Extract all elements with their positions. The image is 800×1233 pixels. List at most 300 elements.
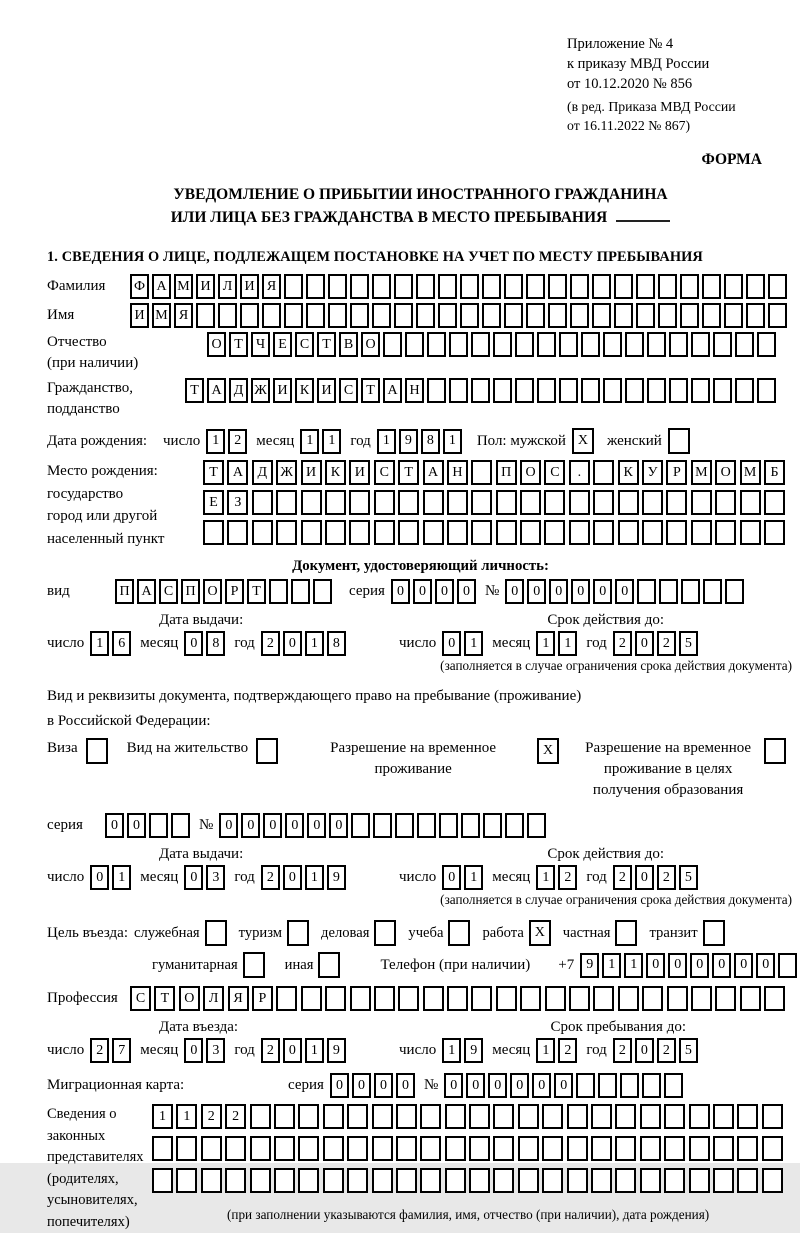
char-box[interactable]: И xyxy=(349,460,370,485)
char-box[interactable] xyxy=(724,274,743,299)
char-box[interactable] xyxy=(668,428,690,454)
char-box[interactable] xyxy=(618,520,639,545)
char-box[interactable]: 5 xyxy=(679,631,698,656)
char-box[interactable] xyxy=(323,1168,344,1193)
char-box[interactable] xyxy=(757,332,776,357)
char-box[interactable] xyxy=(447,986,468,1011)
char-box[interactable]: X xyxy=(537,738,559,764)
char-box[interactable]: Р xyxy=(252,986,273,1011)
char-box[interactable] xyxy=(394,274,413,299)
char-box[interactable] xyxy=(591,1168,612,1193)
char-box[interactable] xyxy=(423,986,444,1011)
char-box[interactable] xyxy=(614,274,633,299)
char-box[interactable]: А xyxy=(207,378,226,403)
char-box[interactable] xyxy=(504,303,523,328)
char-box[interactable] xyxy=(768,274,787,299)
char-box[interactable]: 2 xyxy=(613,865,632,890)
char-box[interactable] xyxy=(445,1104,466,1129)
char-box[interactable] xyxy=(527,813,546,838)
char-box[interactable]: 0 xyxy=(184,865,203,890)
char-box[interactable] xyxy=(349,520,370,545)
char-box[interactable] xyxy=(318,952,340,978)
char-box[interactable]: О xyxy=(203,579,222,604)
char-box[interactable] xyxy=(689,1168,710,1193)
char-box[interactable] xyxy=(460,303,479,328)
char-box[interactable]: 8 xyxy=(421,429,440,454)
char-box[interactable] xyxy=(201,1136,222,1161)
char-box[interactable] xyxy=(372,1104,393,1129)
char-box[interactable] xyxy=(505,813,524,838)
char-box[interactable]: О xyxy=(520,460,541,485)
char-box[interactable] xyxy=(176,1136,197,1161)
char-box[interactable] xyxy=(713,1168,734,1193)
char-box[interactable] xyxy=(504,274,523,299)
char-box[interactable] xyxy=(642,490,663,515)
char-box[interactable] xyxy=(482,274,501,299)
char-box[interactable] xyxy=(715,986,736,1011)
char-box[interactable] xyxy=(713,1104,734,1129)
char-box[interactable] xyxy=(618,490,639,515)
char-box[interactable]: 9 xyxy=(464,1038,483,1063)
char-box[interactable] xyxy=(298,1136,319,1161)
char-box[interactable] xyxy=(691,490,712,515)
char-box[interactable]: 0 xyxy=(532,1073,551,1098)
char-box[interactable] xyxy=(196,303,215,328)
char-box[interactable] xyxy=(427,332,446,357)
char-box[interactable]: 1 xyxy=(464,865,483,890)
char-box[interactable] xyxy=(636,303,655,328)
char-box[interactable]: С xyxy=(295,332,314,357)
char-box[interactable] xyxy=(542,1136,563,1161)
char-box[interactable] xyxy=(374,490,395,515)
char-box[interactable] xyxy=(250,1136,271,1161)
char-box[interactable] xyxy=(405,332,424,357)
char-box[interactable]: П xyxy=(181,579,200,604)
char-box[interactable] xyxy=(640,1136,661,1161)
char-box[interactable] xyxy=(576,1073,595,1098)
char-box[interactable]: 0 xyxy=(593,579,612,604)
char-box[interactable]: М xyxy=(740,460,761,485)
char-box[interactable] xyxy=(647,332,666,357)
char-box[interactable] xyxy=(567,1168,588,1193)
char-box[interactable] xyxy=(559,378,578,403)
char-box[interactable]: 1 xyxy=(152,1104,173,1129)
char-box[interactable]: К xyxy=(295,378,314,403)
char-box[interactable]: А xyxy=(423,460,444,485)
char-box[interactable] xyxy=(593,460,614,485)
char-box[interactable] xyxy=(548,303,567,328)
char-box[interactable] xyxy=(347,1168,368,1193)
char-box[interactable] xyxy=(768,303,787,328)
char-box[interactable] xyxy=(713,332,732,357)
char-box[interactable] xyxy=(396,1104,417,1129)
char-box[interactable]: Н xyxy=(405,378,424,403)
char-box[interactable]: А xyxy=(152,274,171,299)
char-box[interactable] xyxy=(383,332,402,357)
char-box[interactable]: 0 xyxy=(549,579,568,604)
char-box[interactable]: 2 xyxy=(90,1038,109,1063)
char-box[interactable]: М xyxy=(691,460,712,485)
char-box[interactable] xyxy=(493,378,512,403)
char-box[interactable] xyxy=(620,1073,639,1098)
char-box[interactable] xyxy=(301,520,322,545)
char-box[interactable]: 0 xyxy=(527,579,546,604)
char-box[interactable]: Т xyxy=(203,460,224,485)
char-box[interactable]: 0 xyxy=(283,865,302,890)
char-box[interactable] xyxy=(642,1073,661,1098)
char-box[interactable]: 1 xyxy=(377,429,396,454)
char-box[interactable]: 2 xyxy=(228,429,247,454)
char-box[interactable]: 2 xyxy=(657,865,676,890)
char-box[interactable] xyxy=(372,274,391,299)
char-box[interactable] xyxy=(764,490,785,515)
char-box[interactable]: 0 xyxy=(263,813,282,838)
char-box[interactable] xyxy=(518,1104,539,1129)
char-box[interactable] xyxy=(269,579,288,604)
char-box[interactable] xyxy=(301,490,322,515)
char-box[interactable]: 3 xyxy=(206,865,225,890)
char-box[interactable]: 0 xyxy=(283,1038,302,1063)
char-box[interactable] xyxy=(291,579,310,604)
char-box[interactable] xyxy=(681,579,700,604)
char-box[interactable]: 1 xyxy=(305,1038,324,1063)
char-box[interactable] xyxy=(328,274,347,299)
char-box[interactable] xyxy=(520,986,541,1011)
char-box[interactable]: 0 xyxy=(756,953,775,978)
char-box[interactable] xyxy=(427,378,446,403)
char-box[interactable] xyxy=(592,274,611,299)
char-box[interactable] xyxy=(666,520,687,545)
char-box[interactable] xyxy=(349,490,370,515)
char-box[interactable]: 2 xyxy=(613,631,632,656)
char-box[interactable]: Б xyxy=(764,460,785,485)
char-box[interactable] xyxy=(395,813,414,838)
char-box[interactable] xyxy=(659,579,678,604)
char-box[interactable] xyxy=(372,303,391,328)
char-box[interactable]: 7 xyxy=(112,1038,131,1063)
char-box[interactable]: Р xyxy=(225,579,244,604)
char-box[interactable] xyxy=(423,490,444,515)
char-box[interactable]: 1 xyxy=(300,429,319,454)
char-box[interactable] xyxy=(713,1136,734,1161)
char-box[interactable] xyxy=(548,274,567,299)
char-box[interactable]: 1 xyxy=(602,953,621,978)
char-box[interactable] xyxy=(614,303,633,328)
char-box[interactable] xyxy=(439,813,458,838)
char-box[interactable] xyxy=(581,378,600,403)
char-box[interactable]: Т xyxy=(185,378,204,403)
char-box[interactable] xyxy=(325,520,346,545)
char-box[interactable]: 0 xyxy=(219,813,238,838)
char-box[interactable]: 2 xyxy=(261,631,280,656)
char-box[interactable] xyxy=(493,1168,514,1193)
char-box[interactable] xyxy=(86,738,108,764)
char-box[interactable]: 0 xyxy=(635,1038,654,1063)
char-box[interactable]: Ж xyxy=(276,460,297,485)
char-box[interactable] xyxy=(570,303,589,328)
char-box[interactable] xyxy=(149,813,168,838)
char-box[interactable] xyxy=(218,303,237,328)
char-box[interactable]: 0 xyxy=(391,579,410,604)
char-box[interactable]: Е xyxy=(273,332,292,357)
char-box[interactable] xyxy=(689,1136,710,1161)
char-box[interactable]: Л xyxy=(218,274,237,299)
char-box[interactable]: 2 xyxy=(201,1104,222,1129)
char-box[interactable] xyxy=(256,738,278,764)
char-box[interactable] xyxy=(420,1136,441,1161)
char-box[interactable] xyxy=(351,813,370,838)
char-box[interactable] xyxy=(350,303,369,328)
char-box[interactable] xyxy=(598,1073,617,1098)
char-box[interactable] xyxy=(252,520,273,545)
char-box[interactable] xyxy=(398,520,419,545)
char-box[interactable]: 1 xyxy=(558,631,577,656)
char-box[interactable] xyxy=(647,378,666,403)
char-box[interactable] xyxy=(483,813,502,838)
char-box[interactable] xyxy=(398,490,419,515)
char-box[interactable] xyxy=(240,303,259,328)
char-box[interactable] xyxy=(447,490,468,515)
char-box[interactable] xyxy=(171,813,190,838)
char-box[interactable] xyxy=(740,490,761,515)
char-box[interactable] xyxy=(447,520,468,545)
char-box[interactable] xyxy=(570,274,589,299)
char-box[interactable] xyxy=(625,378,644,403)
char-box[interactable]: И xyxy=(196,274,215,299)
char-box[interactable] xyxy=(591,1136,612,1161)
char-box[interactable] xyxy=(615,1136,636,1161)
char-box[interactable] xyxy=(713,378,732,403)
char-box[interactable] xyxy=(252,490,273,515)
char-box[interactable] xyxy=(637,579,656,604)
char-box[interactable]: К xyxy=(325,460,346,485)
char-box[interactable] xyxy=(420,1168,441,1193)
char-box[interactable] xyxy=(762,1104,783,1129)
char-box[interactable]: 0 xyxy=(105,813,124,838)
char-box[interactable]: 1 xyxy=(536,631,555,656)
char-box[interactable] xyxy=(471,332,490,357)
char-box[interactable] xyxy=(691,378,710,403)
char-box[interactable]: 0 xyxy=(668,953,687,978)
char-box[interactable] xyxy=(449,378,468,403)
char-box[interactable]: 0 xyxy=(615,579,634,604)
char-box[interactable] xyxy=(592,303,611,328)
char-box[interactable] xyxy=(715,490,736,515)
char-box[interactable] xyxy=(702,303,721,328)
char-box[interactable] xyxy=(537,378,556,403)
char-box[interactable]: 1 xyxy=(536,1038,555,1063)
char-box[interactable] xyxy=(276,490,297,515)
char-box[interactable] xyxy=(445,1136,466,1161)
char-box[interactable]: У xyxy=(642,460,663,485)
char-box[interactable] xyxy=(735,378,754,403)
char-box[interactable] xyxy=(373,813,392,838)
char-box[interactable] xyxy=(526,274,545,299)
char-box[interactable] xyxy=(262,303,281,328)
char-box[interactable]: 0 xyxy=(184,1038,203,1063)
char-box[interactable]: 2 xyxy=(613,1038,632,1063)
char-box[interactable]: 0 xyxy=(442,631,461,656)
char-box[interactable]: 0 xyxy=(90,865,109,890)
char-box[interactable] xyxy=(274,1168,295,1193)
char-box[interactable] xyxy=(737,1136,758,1161)
char-box[interactable] xyxy=(306,274,325,299)
char-box[interactable]: 1 xyxy=(443,429,462,454)
char-box[interactable]: И xyxy=(130,303,149,328)
char-box[interactable] xyxy=(735,332,754,357)
char-box[interactable] xyxy=(460,274,479,299)
char-box[interactable] xyxy=(515,332,534,357)
char-box[interactable] xyxy=(152,1136,173,1161)
char-box[interactable] xyxy=(567,1136,588,1161)
char-box[interactable] xyxy=(225,1168,246,1193)
char-box[interactable] xyxy=(482,303,501,328)
char-box[interactable]: 0 xyxy=(352,1073,371,1098)
char-box[interactable] xyxy=(518,1136,539,1161)
char-box[interactable] xyxy=(350,274,369,299)
char-box[interactable] xyxy=(569,520,590,545)
char-box[interactable] xyxy=(603,332,622,357)
char-box[interactable]: 1 xyxy=(536,865,555,890)
char-box[interactable] xyxy=(520,520,541,545)
char-box[interactable] xyxy=(445,1168,466,1193)
char-box[interactable]: 0 xyxy=(571,579,590,604)
char-box[interactable]: 1 xyxy=(176,1104,197,1129)
char-box[interactable]: И xyxy=(273,378,292,403)
char-box[interactable] xyxy=(664,1073,683,1098)
char-box[interactable] xyxy=(276,986,297,1011)
char-box[interactable] xyxy=(545,986,566,1011)
char-box[interactable] xyxy=(205,920,227,946)
char-box[interactable] xyxy=(284,274,303,299)
char-box[interactable] xyxy=(618,986,639,1011)
char-box[interactable] xyxy=(757,378,776,403)
char-box[interactable]: 0 xyxy=(127,813,146,838)
char-box[interactable] xyxy=(658,303,677,328)
char-box[interactable] xyxy=(350,986,371,1011)
char-box[interactable] xyxy=(559,332,578,357)
char-box[interactable] xyxy=(496,986,517,1011)
char-box[interactable]: 0 xyxy=(413,579,432,604)
char-box[interactable]: 0 xyxy=(435,579,454,604)
char-box[interactable]: Ч xyxy=(251,332,270,357)
char-box[interactable] xyxy=(762,1168,783,1193)
char-box[interactable]: Т xyxy=(317,332,336,357)
char-box[interactable]: О xyxy=(715,460,736,485)
char-box[interactable] xyxy=(642,986,663,1011)
char-box[interactable] xyxy=(715,520,736,545)
char-box[interactable]: К xyxy=(618,460,639,485)
char-box[interactable] xyxy=(298,1104,319,1129)
char-box[interactable] xyxy=(398,986,419,1011)
char-box[interactable] xyxy=(664,1168,685,1193)
char-box[interactable]: Л xyxy=(203,986,224,1011)
char-box[interactable] xyxy=(526,303,545,328)
char-box[interactable]: З xyxy=(227,490,248,515)
char-box[interactable]: 0 xyxy=(457,579,476,604)
char-box[interactable] xyxy=(287,920,309,946)
char-box[interactable]: 0 xyxy=(241,813,260,838)
char-box[interactable]: 8 xyxy=(206,631,225,656)
char-box[interactable] xyxy=(496,490,517,515)
char-box[interactable]: Н xyxy=(447,460,468,485)
char-box[interactable] xyxy=(225,1136,246,1161)
char-box[interactable] xyxy=(203,520,224,545)
char-box[interactable]: Т xyxy=(361,378,380,403)
char-box[interactable] xyxy=(471,378,490,403)
char-box[interactable]: . xyxy=(569,460,590,485)
char-box[interactable]: Я xyxy=(174,303,193,328)
char-box[interactable] xyxy=(469,1104,490,1129)
char-box[interactable] xyxy=(323,1104,344,1129)
char-box[interactable] xyxy=(274,1104,295,1129)
char-box[interactable]: П xyxy=(496,460,517,485)
char-box[interactable] xyxy=(764,986,785,1011)
char-box[interactable] xyxy=(372,1168,393,1193)
char-box[interactable] xyxy=(691,986,712,1011)
char-box[interactable]: О xyxy=(179,986,200,1011)
char-box[interactable] xyxy=(724,303,743,328)
char-box[interactable]: 0 xyxy=(466,1073,485,1098)
char-box[interactable] xyxy=(301,986,322,1011)
char-box[interactable] xyxy=(615,920,637,946)
char-box[interactable] xyxy=(680,274,699,299)
char-box[interactable]: А xyxy=(227,460,248,485)
char-box[interactable] xyxy=(438,274,457,299)
char-box[interactable]: 1 xyxy=(206,429,225,454)
char-box[interactable]: Т xyxy=(229,332,248,357)
char-box[interactable]: 0 xyxy=(329,813,348,838)
char-box[interactable] xyxy=(691,520,712,545)
char-box[interactable] xyxy=(469,1168,490,1193)
char-box[interactable] xyxy=(667,986,688,1011)
char-box[interactable] xyxy=(471,986,492,1011)
char-box[interactable] xyxy=(762,1136,783,1161)
char-box[interactable] xyxy=(593,986,614,1011)
char-box[interactable] xyxy=(471,520,492,545)
char-box[interactable] xyxy=(658,274,677,299)
char-box[interactable]: О xyxy=(361,332,380,357)
char-box[interactable]: П xyxy=(115,579,134,604)
char-box[interactable]: 0 xyxy=(635,865,654,890)
char-box[interactable] xyxy=(306,303,325,328)
char-box[interactable]: 0 xyxy=(442,865,461,890)
char-box[interactable]: С xyxy=(544,460,565,485)
char-box[interactable] xyxy=(640,1168,661,1193)
char-box[interactable] xyxy=(518,1168,539,1193)
char-box[interactable] xyxy=(737,1104,758,1129)
char-box[interactable]: 0 xyxy=(690,953,709,978)
char-box[interactable]: О xyxy=(207,332,226,357)
char-box[interactable] xyxy=(737,1168,758,1193)
char-box[interactable] xyxy=(544,520,565,545)
char-box[interactable]: С xyxy=(339,378,358,403)
char-box[interactable]: М xyxy=(152,303,171,328)
char-box[interactable]: 0 xyxy=(712,953,731,978)
char-box[interactable] xyxy=(746,303,765,328)
char-box[interactable] xyxy=(664,1104,685,1129)
char-box[interactable] xyxy=(417,813,436,838)
char-box[interactable] xyxy=(284,303,303,328)
char-box[interactable]: С xyxy=(130,986,151,1011)
char-box[interactable] xyxy=(515,378,534,403)
char-box[interactable]: 0 xyxy=(307,813,326,838)
char-box[interactable]: Д xyxy=(252,460,273,485)
char-box[interactable]: Е xyxy=(203,490,224,515)
char-box[interactable] xyxy=(416,274,435,299)
char-box[interactable]: В xyxy=(339,332,358,357)
char-box[interactable] xyxy=(448,920,470,946)
